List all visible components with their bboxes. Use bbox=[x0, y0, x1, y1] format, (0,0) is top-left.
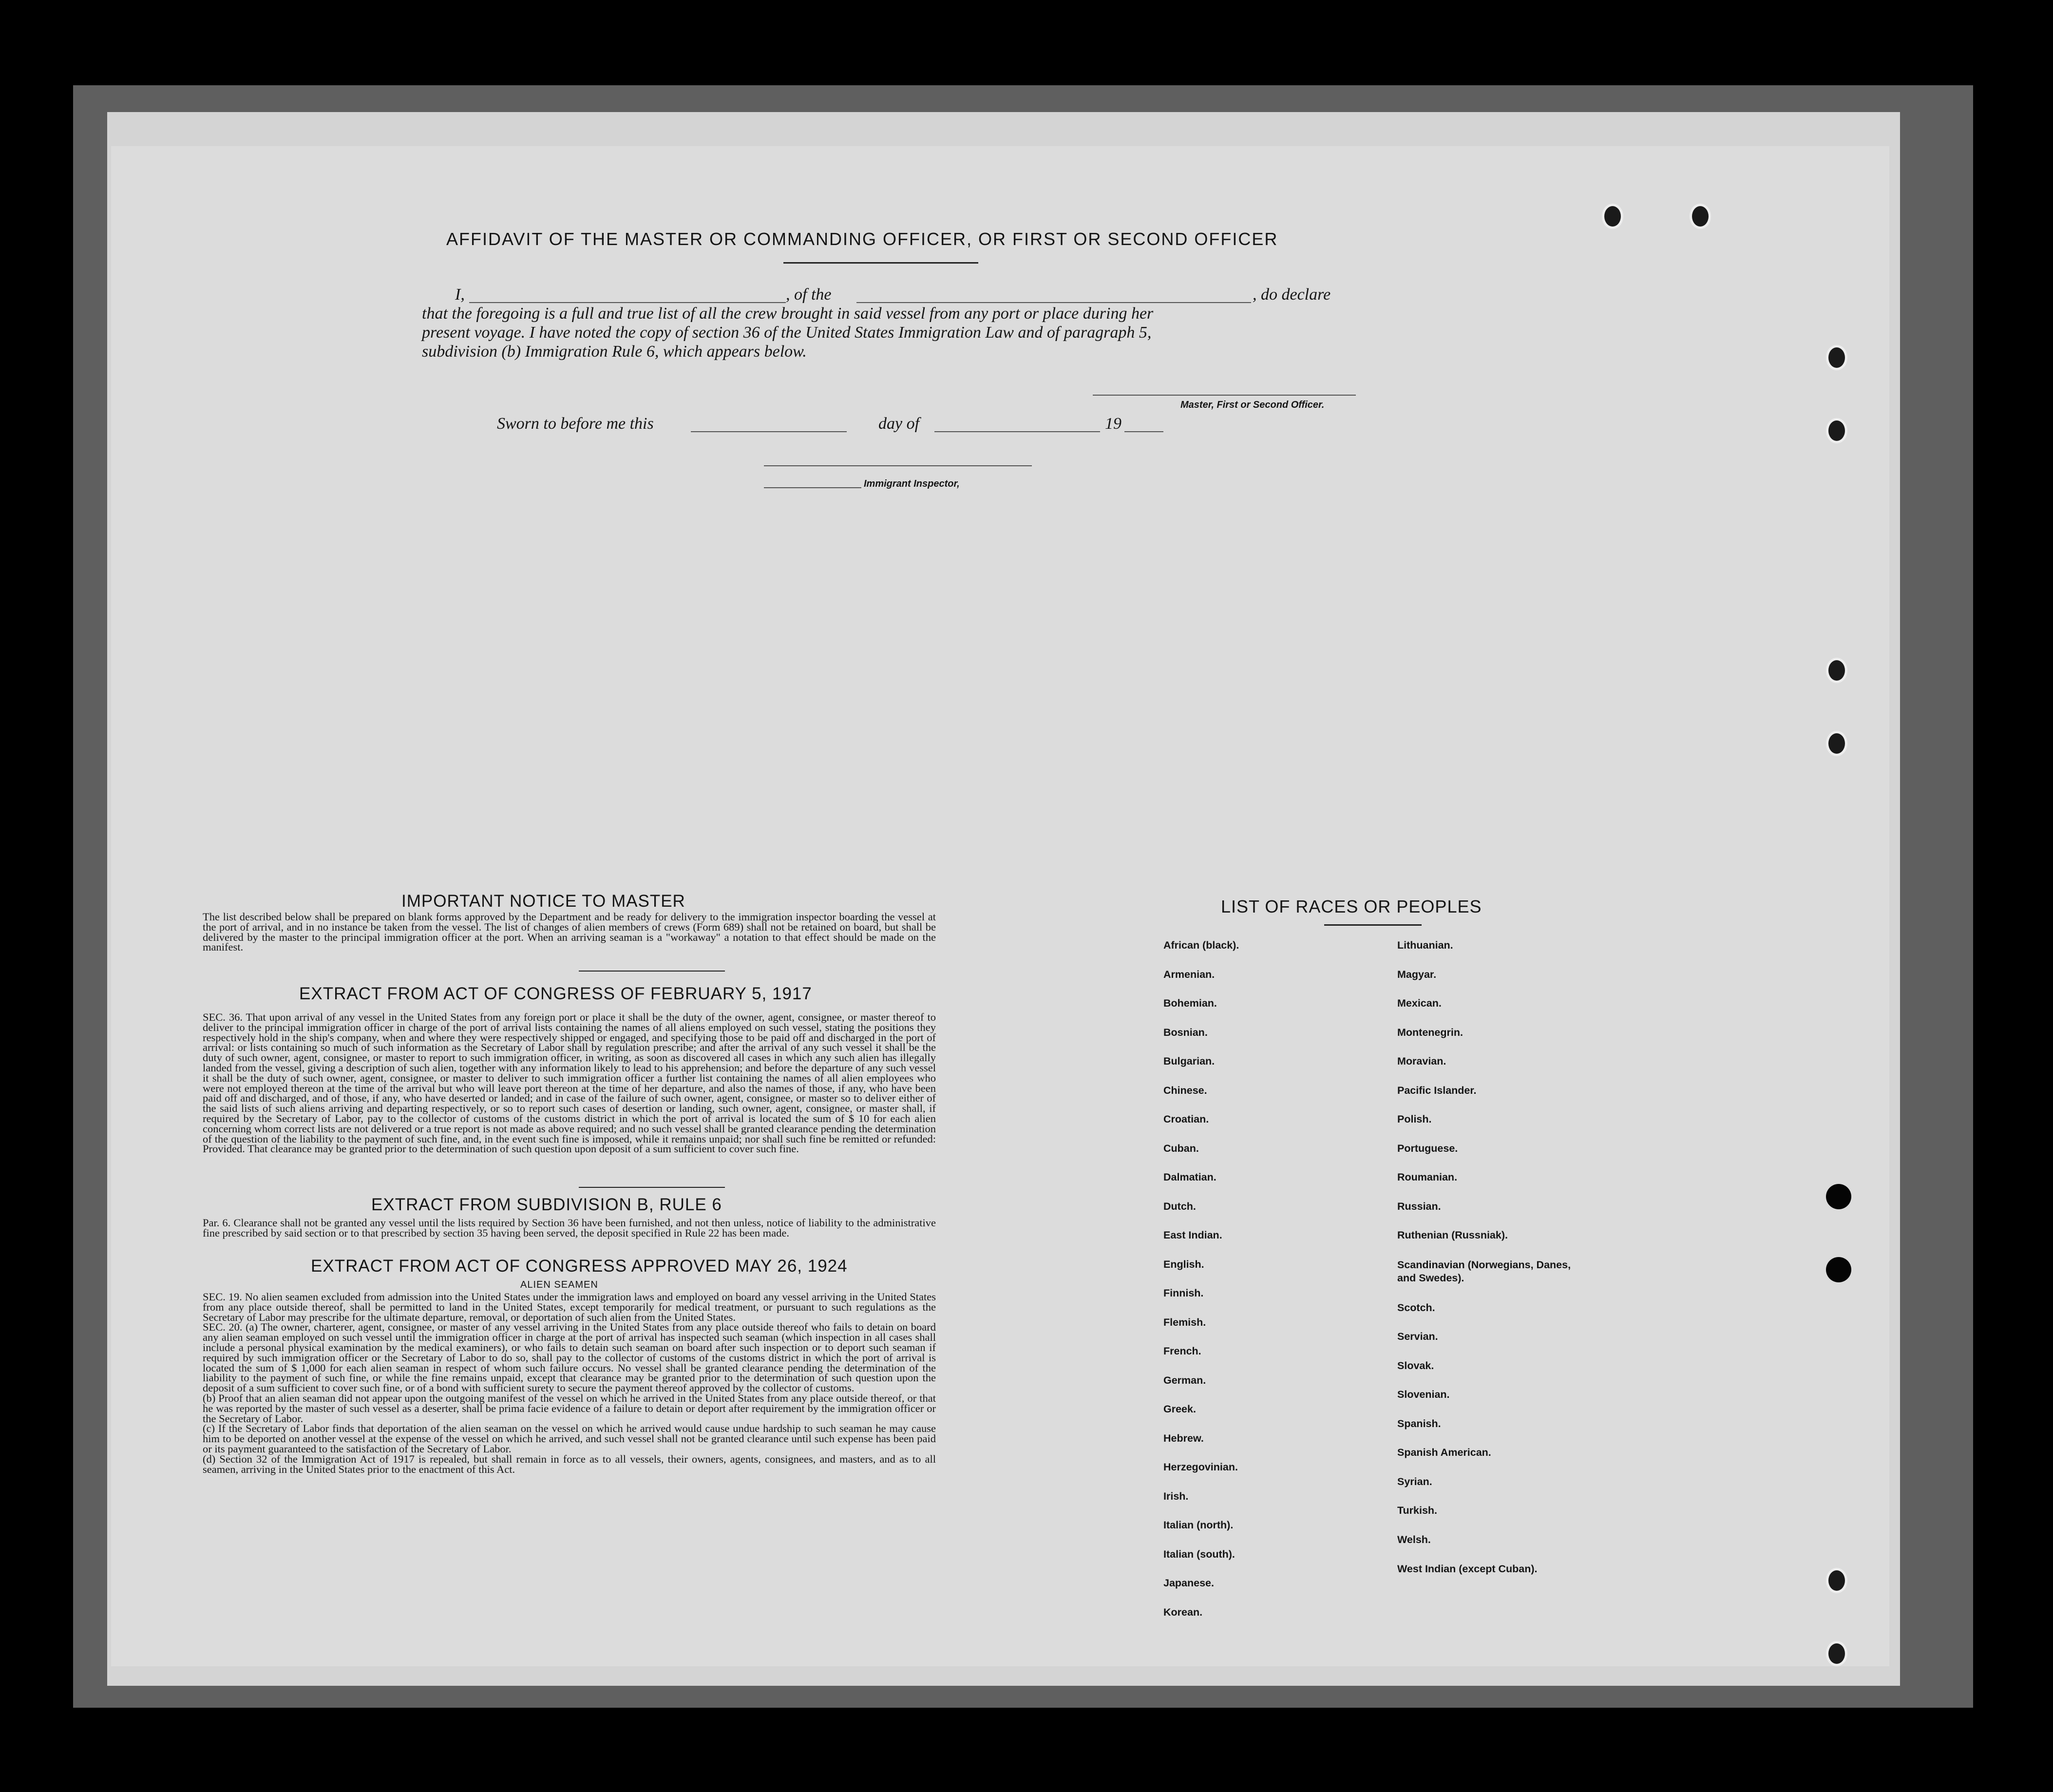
race-item: East Indian. bbox=[1163, 1229, 1222, 1241]
binder-hole-icon bbox=[1690, 204, 1711, 229]
declaration-line-1: that the foregoing is a full and true list of all the crew brought in said vessel from any port or place during her bbox=[422, 305, 1154, 323]
race-item: Herzegovinian. bbox=[1163, 1461, 1238, 1473]
race-item: German. bbox=[1163, 1374, 1206, 1386]
affidavit-i-label: I, bbox=[455, 286, 465, 304]
manifest-page bbox=[111, 146, 1889, 1666]
race-item: Russian. bbox=[1397, 1200, 1441, 1212]
race-item: Lithuanian. bbox=[1397, 939, 1453, 951]
affidavit-title: AFFIDAVIT OF THE MASTER OR COMMANDING OFFICER, OR FIRST OR SECOND OFFICER bbox=[446, 229, 1278, 249]
race-item: Slovenian. bbox=[1397, 1389, 1450, 1400]
extract-1924-title: EXTRACT FROM ACT OF CONGRESS APPROVED MAY 26, 1924 bbox=[311, 1257, 848, 1276]
race-item: Polish. bbox=[1397, 1113, 1432, 1125]
race-item: Dalmatian. bbox=[1163, 1171, 1217, 1183]
race-item: Flemish. bbox=[1163, 1316, 1206, 1328]
races-right-column bbox=[1397, 939, 1582, 1592]
race-item: Portuguese. bbox=[1397, 1142, 1458, 1154]
race-item: Roumanian. bbox=[1397, 1171, 1458, 1183]
officer-label: Master, First or Second Officer. bbox=[1180, 400, 1325, 410]
race-item: Irish. bbox=[1163, 1490, 1189, 1502]
race-item: Dutch. bbox=[1163, 1200, 1196, 1212]
declaration-line-2: present voyage. I have noted the copy of section 36 of the United States Immigration Law and of paragraph 5, bbox=[422, 324, 1152, 342]
race-item: Moravian. bbox=[1397, 1055, 1446, 1067]
race-item: English. bbox=[1163, 1258, 1204, 1270]
year-prefix: 19 bbox=[1105, 415, 1122, 433]
extract-1917-divider bbox=[579, 1187, 725, 1188]
sworn-day-blank bbox=[691, 431, 847, 432]
affidavit-of-the: , of the bbox=[786, 286, 832, 304]
sworn-month-blank bbox=[934, 431, 1100, 432]
extract-1924-body bbox=[203, 1292, 936, 1474]
race-item: Welsh. bbox=[1397, 1533, 1431, 1545]
extract-rule6-title: EXTRACT FROM SUBDIVISION B, RULE 6 bbox=[371, 1195, 722, 1214]
race-item: Montenegrin. bbox=[1397, 1026, 1463, 1038]
race-item: Ruthenian (Russniak). bbox=[1397, 1229, 1508, 1241]
binder-hole-icon bbox=[1826, 1257, 1851, 1282]
races-title: LIST OF RACES OR PEOPLES bbox=[1221, 896, 1482, 916]
binder-hole-icon bbox=[1826, 1641, 1847, 1666]
race-item: Mexican. bbox=[1397, 997, 1442, 1009]
race-item: Bosnian. bbox=[1163, 1026, 1208, 1038]
race-item: Cuban. bbox=[1163, 1142, 1199, 1154]
binder-hole-icon bbox=[1826, 1568, 1847, 1593]
extract-1924-subtitle: ALIEN SEAMEN bbox=[520, 1279, 598, 1290]
inspector-signature-blank-2 bbox=[764, 487, 861, 488]
race-item: Servian. bbox=[1397, 1331, 1438, 1342]
race-item: Spanish American. bbox=[1397, 1447, 1491, 1458]
race-item: Italian (south). bbox=[1163, 1548, 1235, 1560]
inspector-label: Immigrant Inspector, bbox=[864, 478, 960, 489]
race-item: Scotch. bbox=[1397, 1301, 1435, 1314]
races-left-column bbox=[1163, 939, 1239, 1635]
race-item: Scandinavian (Norwegians, Danes, and Swedes). bbox=[1397, 1258, 1571, 1284]
binder-hole-icon bbox=[1826, 345, 1847, 370]
binder-hole-icon bbox=[1826, 418, 1847, 443]
name-blank bbox=[469, 302, 786, 303]
race-item: Korean. bbox=[1163, 1606, 1203, 1618]
race-item: Finnish. bbox=[1163, 1287, 1204, 1299]
sec-20a-paragraph: SEC. 20. (a) The owner, charterer, agent, consignee, or master of any vessel arriving in the United States from any place outside thereof who fails to detain on board any alien seaman employed on such vessel until the immigration officer in charge at the port of arrival has inspected such seaman (which inspection in all cases shall include a personal physical examination by the medical examiners), or who fails to detain such seaman on board after such inspection or to deport such seaman if required by such immigration officer or the Secretary of Labor to do so, shall pay to the collector of customs of the customs district in which the port of arrival is located the sum of $ 1,000 for each alien seaman in respect of whom such failure occurs. No vessel shall be granted clearance pending the determination of the liability to the payment of such fine, or while the fine remains unpaid, except that clearance may be granted prior to the determination of such question upon the deposit of a sum sufficient to cover such fine, or of a bond with sufficient surety to secure the payment thereof approved by the collector of customs. bbox=[203, 1321, 936, 1394]
race-item: Bohemian. bbox=[1163, 997, 1217, 1009]
binder-hole-icon bbox=[1826, 658, 1847, 683]
race-item: Magyar. bbox=[1397, 968, 1437, 980]
race-item: Pacific Islander. bbox=[1397, 1084, 1477, 1096]
notice-title: IMPORTANT NOTICE TO MASTER bbox=[401, 892, 685, 911]
race-item: Hebrew. bbox=[1163, 1432, 1204, 1444]
race-item: Armenian. bbox=[1163, 968, 1215, 980]
race-item: Spanish. bbox=[1397, 1417, 1441, 1430]
race-item: Turkish. bbox=[1397, 1505, 1438, 1516]
race-item: Syrian. bbox=[1397, 1475, 1432, 1487]
year-blank bbox=[1124, 431, 1163, 432]
day-of-label: day of bbox=[878, 415, 920, 433]
race-item: Japanese. bbox=[1163, 1577, 1214, 1589]
binder-hole-icon bbox=[1602, 204, 1623, 229]
races-underline bbox=[1324, 924, 1422, 926]
sec-20c-paragraph: (c) If the Secretary of Labor finds that deportation of the alien seaman on the vessel on which he arrived would cause undue hardship to such seaman he may cause him to be deported on another vessel at the expense of the vessel on which he arrived, and such vessel shall not be granted clearance until such expense has been paid or its payment guaranteed to the satisfaction of the Secretary of Labor. bbox=[203, 1422, 936, 1455]
notice-body: The list described below shall be prepared on blank forms approved by the Department and be ready for delivery to the immigration inspector boarding the vessel at the port of arrival, and in no instance be taken from the vessel. The list of changes of alien members of crews (Form 689) shall not be retained on board, but shall be delivered by the master to the principal immigration officer at the port. When an arriving seaman is a "workaway" a notation to that effect should be made on the manifest. bbox=[203, 911, 936, 953]
sec-20d-paragraph: (d) Section 32 of the Immigration Act of 1917 is repealed, but shall remain in force as to all vessels, their owners, agents, consignees, and masters, and as to all seamen, arriving in the United States prior to the enactment of this Act. bbox=[203, 1452, 936, 1475]
title-underline bbox=[783, 262, 978, 264]
extract-1917-body: SEC. 36. That upon arrival of any vessel in the United States from any foreign port or place it shall be the duty of the owner, agent, consignee, or master thereof to deliver to the principal immigration officer in charge of the port of arrival lists containing the names of all aliens employed on such vessel, stating the positions they respectively hold in the ship's company, when and where they were respectively shipped or engaged, and specifying those to be paid off and discharged in the port of arrival: or lists containing so much of such information as the Secretary of Labor shall by regulation prescribe; and after the arrival of any such vessel it shall be the duty of such owner, agent, consignee, or master to report to such immigration officer, in writing, as soon as discovered all cases in which any such alien has illegally landed from the vessel, giving a description of such alien, together with any information likely to lead to his apprehension; and before the departure of any such vessel it shall be the duty of such owner, agent, consignee, or master to deliver to such immigration officer a further list containing the names of all alien employees who were not employed thereon at the time of the arrival but who will leave port thereon at the time of her departure, and also the names of those, if any, who have been paid off and discharged, and of those, if any, who have deserted or landed; and in case of the failure of such owner, agent, consignee, or master so to deliver either of the said lists of such aliens arriving and departing respectively, or so to report such cases of desertion or landing, such owner, agent, consignee, or master shall, if required by the Secretary of Labor, pay to the collector of customs of the customs district in which the port of arrival is located the sum of $ 10 for each alien concerning whom correct lists are not delivered or a true report is not made as above required; and no such vessel shall be granted clearance pending the determination of the question of the liability to the payment of such fine, and, in the event such fine is imposed, while it remains unpaid; nor shall such fine be remitted or refunded: Provided. That clearance may be granted prior to the determination of such question upon deposit of a sum sufficient to cover such fine. bbox=[203, 1011, 936, 1155]
race-item: Bulgarian. bbox=[1163, 1055, 1215, 1067]
race-item: African (black). bbox=[1163, 939, 1239, 951]
notice-divider bbox=[579, 971, 725, 972]
race-item: West Indian (except Cuban). bbox=[1397, 1563, 1538, 1575]
inspector-signature-blank bbox=[764, 465, 1032, 466]
race-item: Chinese. bbox=[1163, 1084, 1207, 1096]
race-item: French. bbox=[1163, 1345, 1201, 1357]
race-item: Greek. bbox=[1163, 1403, 1196, 1415]
declaration-line-3: subdivision (b) Immigration Rule 6, which appears below. bbox=[422, 343, 807, 361]
extract-rule6-body: Par. 6. Clearance shall not be granted any vessel until the lists required by Section 36 have been furnished, and not then unless, notice of liability to the administrative fine prescribed by said section or to that prescribed by section 35 having been served, the deposit specified in Rule 22 has been made. bbox=[203, 1217, 936, 1239]
race-item: Italian (north). bbox=[1163, 1519, 1234, 1531]
affidavit-do-declare: , do declare bbox=[1253, 286, 1331, 304]
sworn-label: Sworn to before me this bbox=[497, 415, 654, 433]
vessel-blank bbox=[856, 302, 1251, 303]
officer-signature-blank bbox=[1093, 395, 1356, 396]
extract-1917-title: EXTRACT FROM ACT OF CONGRESS OF FEBRUARY 5, 1917 bbox=[299, 984, 812, 1003]
race-item: Croatian. bbox=[1163, 1113, 1209, 1125]
sec-19-paragraph: SEC. 19. No alien seamen excluded from admission into the United States under the immigration laws and employed on board any vessel arriving in the United States from any place outside thereof, shall be permitted to land in the United States, except temporarily for medical treatment, or pursuant to such regulations as the Secretary of Labor may prescribe for the ultimate departure, removal, or deportation of such alien from the United States. bbox=[203, 1291, 936, 1323]
binder-hole-icon bbox=[1826, 1184, 1851, 1209]
race-item: Slovak. bbox=[1397, 1359, 1434, 1372]
sec-20b-paragraph: (b) Proof that an alien seaman did not appear upon the outgoing manifest of the vessel on which he arrived in the United States from any place outside thereof, or that he was reported by the master of such vessel as a deserter, shall be prima facie evidence of a failure to detain or deport after requirement by the immigration officer or the Secretary of Labor. bbox=[203, 1392, 936, 1425]
binder-hole-icon bbox=[1826, 731, 1847, 756]
